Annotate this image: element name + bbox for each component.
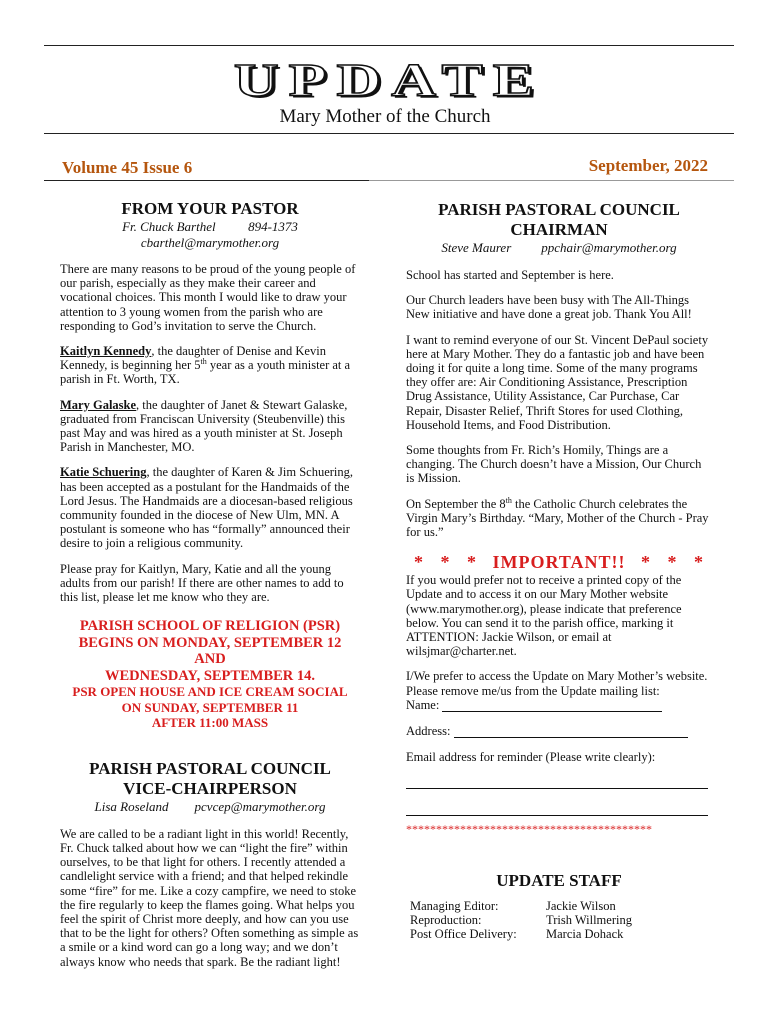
vice-body: We are called to be a radiant light in this world! Recently, Fr. Chuck talked about how we can “light the fire” within ourselves, to be that light for others. I recently attended a candlelight service with a friend; and that helped rekindle some “fire” for me. Like a cozy campfire, we need to stoke the fire regularly to keep the flames going. What helps you feel the spirit of Christ more deeply, and how can you use that to be the light for others? Often something as simple as a smile or a kind word can go a long way; and we don’t always know who needs that spark. Be the radiant light!	[60, 826, 359, 969]
staff-role: Managing Editor:	[410, 898, 499, 913]
name-katie: Katie Schuering	[60, 465, 147, 480]
katie-text: , the daughter of Karen & Jim Schuering, has been accepted as a postulant for the Handmaids of the Lord Jesus. The Handmaids are a diocesan-based religious community founded in the diocese of New Ulm, MN. A postulant is someone who has “formally” announced their desire to join a religious community.	[60, 465, 354, 551]
pastor-email: cbarthel@marymother.org	[140, 235, 280, 250]
staff-member: Marcia Dohack	[546, 927, 624, 942]
kaitlyn-text-b: year as a youth minister at a parish in Ft. Worth, TX.	[60, 358, 351, 387]
subtitle-rule	[44, 133, 734, 134]
vice-contact	[60, 799, 360, 815]
staff-heading: UPDATE STAFF	[496, 870, 622, 890]
psr-line3: AND	[194, 651, 226, 668]
chair-p4: Some thoughts from Fr. Rich’s Homily, Things are a changing. The Church doesn’t have a Mission, Our Church is Mission.	[406, 443, 702, 486]
left-column	[60, 199, 360, 980]
volume-issue: Volume 45 Issue 6	[62, 158, 193, 177]
staff-table	[406, 899, 712, 942]
kaitlyn-sup: th	[200, 357, 207, 367]
optout-statement: I/We prefer to access the Update on Mary Mother’s website. Please remove me/us from the Update mailing list:	[406, 669, 708, 698]
staff-row	[406, 899, 712, 913]
email-field-line-2[interactable]	[406, 797, 708, 816]
top-rule	[44, 45, 734, 46]
staff-role: Reproduction:	[410, 912, 482, 927]
staff-member: Jackie Wilson	[546, 898, 616, 913]
chair-p3: I want to remind everyone of our St. Vincent DePaul society here at Mary Mother. They do a fantastic job and have been doing it for quite a long time. Some of the many programs they offer are: Air Conditioning Assistance, Prescription Drug Assistance, Utility Assistance, Car Purchase, Car Repair, Disaster Relief, Thrift Stores for used Clothing, Household Items, and Food Distribution.	[406, 332, 709, 432]
important-banner	[406, 551, 712, 573]
staff-role: Post Office Delivery:	[410, 927, 517, 942]
pastor-contact: Fr. Chuck Barthel 894-1373	[122, 219, 298, 234]
chair-heading-2: CHAIRMAN	[510, 220, 608, 239]
important-stars-right: * * *	[641, 552, 705, 573]
name-kaitlyn: Kaitlyn Kennedy	[60, 344, 152, 359]
address-label: Address:	[406, 724, 451, 739]
psr-line5: PSR OPEN HOUSE AND ICE CREAM SOCIAL	[72, 684, 348, 700]
important-label: IMPORTANT!!	[492, 552, 626, 573]
name-field[interactable]	[442, 711, 662, 712]
chair-p2: Our Church leaders have been busy with The All-Things New initiative and have done a great job. Thank You All!	[406, 293, 692, 322]
issue-date: September, 2022	[588, 156, 708, 175]
pastor-closing: Please pray for Kaitlyn, Mary, Katie and all the young adults from our parish! If there are other names to add to this list, please let me know who they are.	[60, 561, 344, 605]
stars-divider: *****************************************	[406, 822, 652, 837]
masthead-title: UPDATE	[233, 54, 545, 106]
pastor-paragraph-katie	[60, 465, 360, 550]
vice-heading-2: VICE-CHAIRPERSON	[123, 778, 297, 798]
chair-name: Steve Maurer	[441, 240, 512, 255]
psr-announcement	[60, 618, 360, 731]
staff-member: Trish Willmering	[546, 912, 632, 927]
address-row	[406, 724, 712, 738]
address-field[interactable]	[454, 737, 688, 738]
psr-line7: AFTER 11:00 MASS	[151, 715, 269, 731]
volume-rule	[44, 180, 369, 181]
email-row	[406, 750, 712, 764]
psr-line4: WEDNESDAY, SEPTEMBER 14.	[104, 667, 316, 684]
psr-line6: ON SUNDAY, SEPTEMBER 11	[121, 699, 299, 715]
vice-email: pcvcep@marymother.org	[194, 798, 326, 814]
staff-row	[406, 913, 712, 927]
chair-p5-sup: th	[505, 495, 512, 505]
important-body: If you would prefer not to receive a printed copy of the Update and to access it on our Mary Mother website (www.marymother.org), please indicate that preference below. You can send it to the parish office, marking it ATTENTION: Jackie Wilson, or email at wilsjmar@charter.net.	[406, 573, 682, 659]
right-column	[406, 200, 712, 941]
important-stars-left: * * *	[413, 552, 477, 573]
name-mary: Mary Galaske	[60, 397, 137, 412]
pastor-paragraph-kaitlyn	[60, 344, 360, 387]
chair-email: ppchair@marymother.org	[541, 240, 677, 255]
volume-rule-right	[369, 180, 734, 181]
vice-name: Lisa Roseland	[94, 798, 169, 814]
chair-p5	[406, 497, 712, 540]
pastor-heading: FROM YOUR PASTOR	[121, 199, 299, 218]
staff-row	[406, 927, 712, 941]
email-field-line-1[interactable]	[406, 770, 708, 789]
mary-text: , the daughter of Janet & Stewart Galaske, graduated from Franciscan University (Steubenville) this past May and was hired as a youth minister at St. Joseph Parish in Manchester, MO.	[60, 397, 348, 455]
chair-contact	[406, 240, 712, 256]
pastor-paragraph-mary	[60, 398, 360, 455]
kaitlyn-text-a: , the daughter of Denise and Kevin Kennedy, is beginning her 5	[60, 344, 326, 373]
optout-text	[406, 669, 712, 712]
psr-line2: BEGINS ON MONDAY, SEPTEMBER 12	[78, 634, 342, 651]
chair-p5-a: On September the 8	[406, 496, 506, 511]
psr-line1: PARISH SCHOOL OF RELIGION (PSR)	[79, 618, 341, 635]
vice-heading-1: PARISH PASTORAL COUNCIL	[89, 758, 331, 778]
masthead-subtitle: Mary Mother of the Church	[279, 106, 491, 127]
chair-heading-1: PARISH PASTORAL COUNCIL	[438, 200, 680, 219]
pastor-intro: There are many reasons to be proud of the young people of our parish, especially as they make their career and vocational choices. This month I would like to draw your attention to 3 young women from the parish who are responding to God’s invitation to serve the Church.	[60, 262, 356, 333]
chair-p1: School has started and September is here.	[406, 268, 614, 282]
email-label: Email address for reminder (Please write clearly):	[406, 750, 656, 765]
chair-p5-b: the Catholic Church celebrates the Virgin Mary’s Birthday. “Mary, Mother of the Church - Pray for us.”	[406, 496, 709, 540]
name-label: Name:	[406, 697, 440, 712]
